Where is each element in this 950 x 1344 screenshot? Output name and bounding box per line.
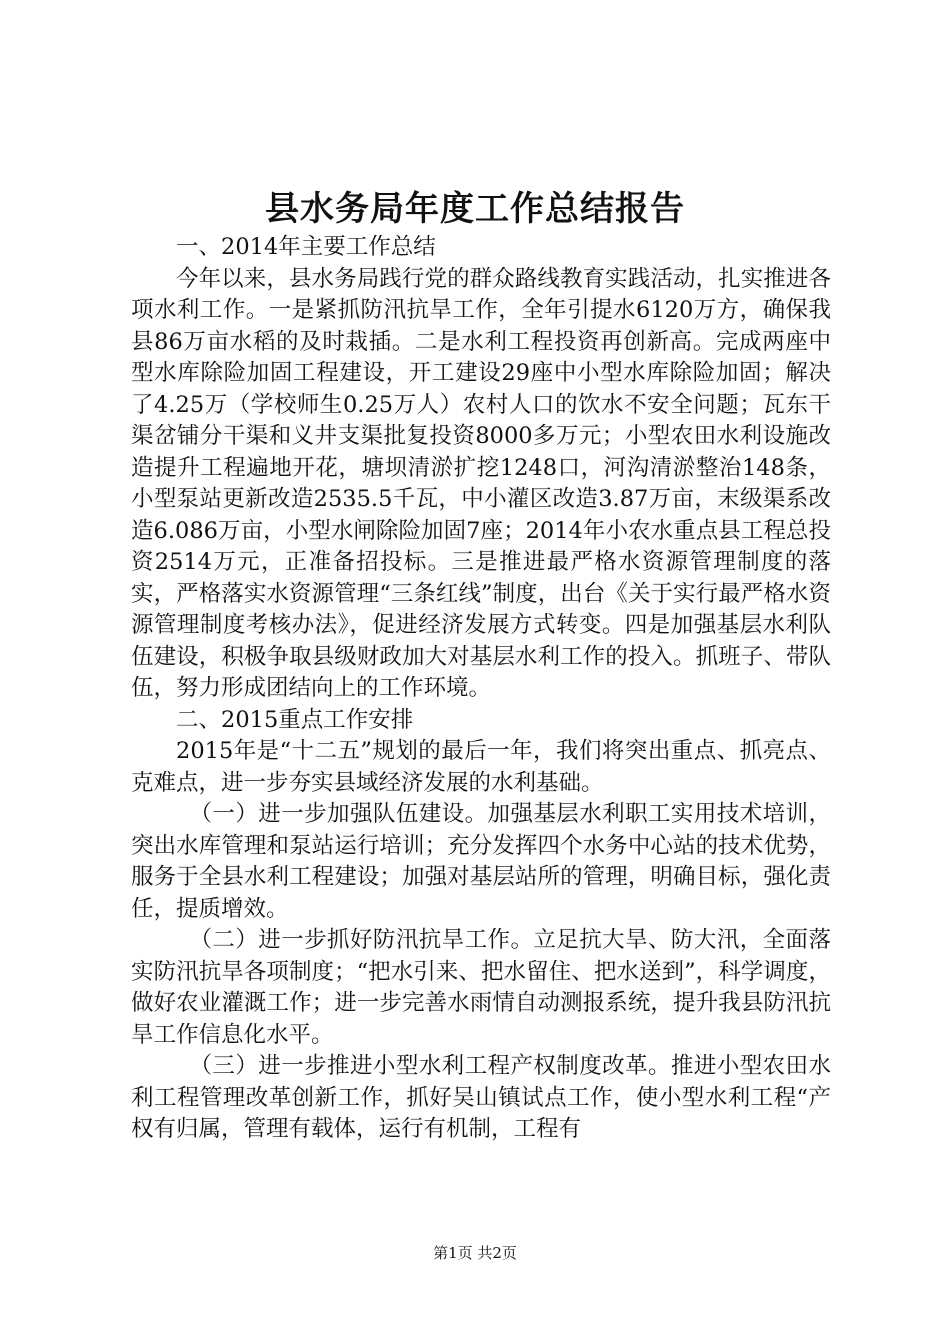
paragraph-2015-intro: 2015年是“十二五”规划的最后一年，我们将突出重点、抓亮点、克难点，进一步夯实县域经济发展的水利基础。 [131,738,831,796]
paragraph-item-2: （二）进一步抓好防汛抗旱工作。立足抗大旱、防大汛，全面落实防汛抗旱各项制度；“把水引来、把水留住、把水送到”，科学调度，做好农业灌溉工作；进一步完善水雨情自动测报系统，提升我县防汛抗旱工作信息化水平。 [131,927,831,1048]
document-body [131,232,831,1146]
section-heading-2: 二、2015重点工作安排 [176,706,414,733]
document-title: 县水务局年度工作总结报告 [265,189,685,229]
paragraph-2014-summary: 今年以来，县水务局践行党的群众路线教育实践活动，扎实推进各项水利工作。一是紧抓防汛抗旱工作，全年引提水6120万方，确保我县86万亩水稻的及时栽插。二是水利工程投资再创新高。完成两座中型水库除险加固工程建设，开工建设29座中小型水库除险加固；解决了4.25万（学校师生0.25万人）农村人口的饮水不安全问题；瓦东干渠岔铺分干渠和义井支渠批复投资8000多万元；小型农田水利设施改造提升工程遍地开花，塘坝清淤扩挖1248口，河沟清淤整治148条，小型泵站更新改造2535.5千瓦，中小灌区改造3.87万亩，末级渠系改造6.086万亩，小型水闸除险加固7座；2014年小农水重点县工程总投资2514万元，正准备招投标。三是推进最严格水资源管理制度的落实，严格落实水资源管理“三条红线”制度，出台《关于实行最严格水资源管理制度考核办法》，促进经济发展方式转变。四是加强基层水利队伍建设，积极争取县级财政加大对基层水利工作的投入。抓班子、带队伍，努力形成团结向上的工作环境。 [131,265,831,701]
section-heading-1: 一、2014年主要工作总结 [176,234,436,260]
paragraph-item-3: （三）进一步推进小型水利工程产权制度改革。推进小型农田水利工程管理改革创新工作，抓好吴山镇试点工作，使小型水利工程“产权有归属，管理有载体，运行有机制，工程有 [131,1053,831,1142]
paragraph-item-1: （一）进一步加强队伍建设。加强基层水利职工实用技术培训，突出水库管理和泵站运行培训；充分发挥四个水务中心站的技术优势，服务于全县水利工程建设；加强对基层站所的管理，明确目标，强化责任，提质增效。 [131,801,831,922]
page-number-footer: 第1页 共2页 [433,1244,517,1262]
